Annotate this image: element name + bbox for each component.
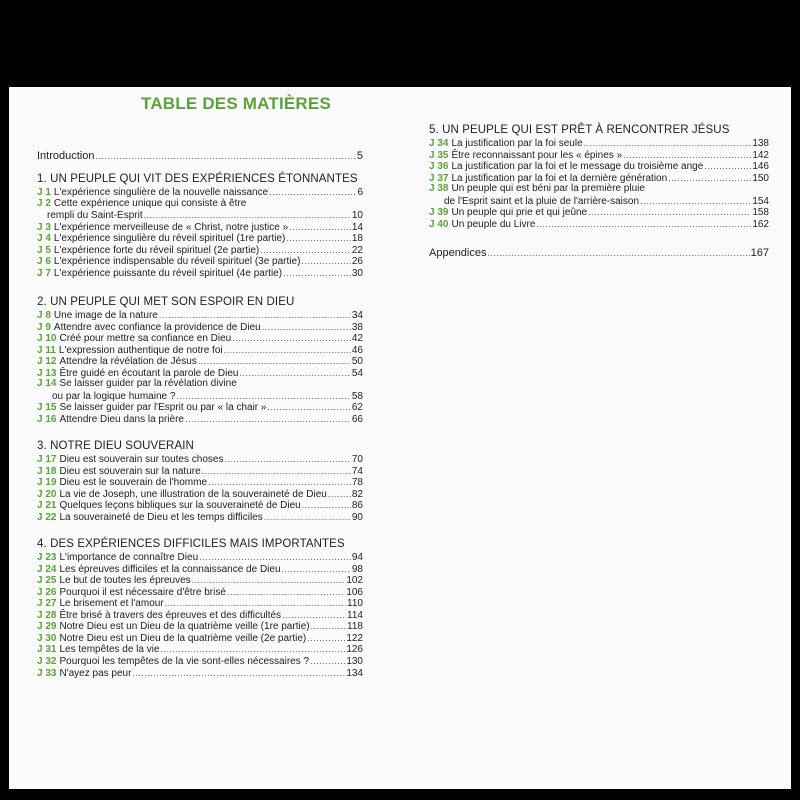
toc-entry xyxy=(37,221,363,233)
dot-leader xyxy=(165,597,346,609)
dot-leader xyxy=(640,195,751,207)
entry-code: J 13 xyxy=(37,367,57,379)
page-number: 70 xyxy=(351,454,363,465)
page-number: 34 xyxy=(351,310,363,321)
dot-leader xyxy=(584,137,752,149)
toc-entry xyxy=(429,206,769,218)
dot-leader xyxy=(185,413,351,425)
page-number: 22 xyxy=(351,244,363,256)
toc-entry xyxy=(37,355,363,367)
page-number: 46 xyxy=(351,344,363,356)
entry-title: La justification par la foi et le message du troisième ange xyxy=(451,161,704,173)
page-title: TABLE DES MATIÈRES xyxy=(141,94,331,113)
entry-title: N'ayez pas peur xyxy=(59,667,132,679)
page-number: 6 xyxy=(357,187,363,198)
entry-title: Pourquoi il est nécessaire d'être brisé xyxy=(59,586,226,598)
entry-code: J 39 xyxy=(429,207,449,219)
dot-leader xyxy=(239,367,350,379)
toc-entry xyxy=(37,476,363,488)
page-number: 5 xyxy=(356,150,363,162)
entry-code: J 14 xyxy=(37,378,57,390)
entry-title: Pourquoi les tempêtes de la vie sont-elles nécessaires ? xyxy=(59,655,310,667)
toc-entry xyxy=(37,551,363,563)
entry-title: ou par la logique humaine ? xyxy=(52,390,176,402)
dot-leader xyxy=(282,563,351,575)
dot-leader xyxy=(302,499,351,511)
entry-code: J 6 xyxy=(37,256,51,268)
page-number: 158 xyxy=(752,207,769,219)
entry-code: J 5 xyxy=(37,244,51,256)
dot-leader xyxy=(132,667,345,679)
page-number: 82 xyxy=(351,488,363,500)
dot-leader xyxy=(704,160,751,172)
entry-code: J 12 xyxy=(37,356,57,368)
dot-leader xyxy=(95,150,355,163)
entry-title: La justification par la foi et la dernière génération xyxy=(451,172,668,184)
toc-entry xyxy=(37,309,363,321)
dot-leader xyxy=(198,355,351,367)
entry-title: L'importance de connaître Dieu xyxy=(59,552,199,563)
entry-code: J 4 xyxy=(37,233,51,245)
page-number: 38 xyxy=(351,321,363,333)
entry-code: J 2 xyxy=(37,197,51,209)
page-number: 18 xyxy=(351,233,363,245)
toc-entry xyxy=(37,378,363,390)
entry-title: Un peuple du Livre xyxy=(451,218,536,230)
page-number: 26 xyxy=(351,256,363,268)
toc-entry xyxy=(429,149,769,161)
toc-entry xyxy=(37,198,363,210)
page-number: 114 xyxy=(347,609,363,621)
toc-intro xyxy=(37,150,363,163)
entry-code: J 7 xyxy=(37,267,51,279)
entry-code: J 33 xyxy=(37,667,57,679)
toc-entry xyxy=(37,267,363,279)
page-number: 58 xyxy=(351,390,363,402)
dot-leader xyxy=(289,221,351,233)
dot-leader xyxy=(159,309,351,321)
entry-code: J 40 xyxy=(429,218,449,230)
page-number: 167 xyxy=(750,247,769,259)
entry-title: L'expression authentique de notre foi xyxy=(58,344,223,356)
entry-title: Créé pour mettre sa confiance en Dieu xyxy=(59,333,232,345)
entry-code: J 1 xyxy=(37,187,51,198)
page-number: 66 xyxy=(351,413,363,425)
dot-leader xyxy=(301,255,350,267)
section-heading: 4. DES EXPÉRIENCES DIFFICILES MAIS IMPORTANTES xyxy=(37,538,345,550)
toc-entry xyxy=(37,574,363,586)
dot-leader xyxy=(283,267,351,279)
entry-code: J 29 xyxy=(37,621,57,633)
dot-leader xyxy=(282,609,346,621)
toc-entry xyxy=(37,390,363,402)
entry-code: J 9 xyxy=(37,321,51,333)
section-heading: 5. UN PEUPLE QUI EST PRÊT À RENCONTRER JÉSUS xyxy=(429,124,730,136)
entry-code: J 19 xyxy=(37,477,57,489)
entry-code: J 30 xyxy=(37,632,57,644)
page-number: 42 xyxy=(351,333,363,345)
toc-entry xyxy=(37,401,363,413)
page-number: 146 xyxy=(752,161,769,173)
entry-title: L'expérience singulière du réveil spirituel (1re partie) xyxy=(53,233,286,245)
dot-leader xyxy=(192,574,346,586)
page-number: 118 xyxy=(347,621,363,633)
toc-entry xyxy=(37,244,363,256)
entry-title: de l'Esprit saint et la pluie de l'arrière-saison xyxy=(444,195,640,207)
entry-title: Se laisser guider par l'Esprit ou par « la chair » xyxy=(59,402,267,414)
entry-title: Quelques leçons bibliques sur la souveraineté de Dieu xyxy=(59,500,301,512)
page-number: 102 xyxy=(346,575,363,587)
toc-entry xyxy=(37,597,363,609)
entry-title: Appendices xyxy=(429,247,487,259)
entry-code: J 22 xyxy=(37,511,57,523)
entry-title: L'expérience puissante du réveil spirituel (4e partie) xyxy=(53,267,283,279)
dot-leader xyxy=(328,488,351,500)
entry-code: J 18 xyxy=(37,465,57,477)
page-number: 86 xyxy=(351,500,363,512)
toc-entry xyxy=(37,620,363,632)
page-number: 154 xyxy=(752,195,769,207)
dot-leader xyxy=(224,344,351,356)
entry-code: J 31 xyxy=(37,644,57,656)
dot-leader xyxy=(199,551,351,563)
toc-entry xyxy=(37,453,363,465)
page-number: 74 xyxy=(351,465,363,477)
page-number: 54 xyxy=(351,367,363,379)
page-number: 62 xyxy=(351,402,363,414)
dot-leader xyxy=(264,511,351,523)
dot-leader xyxy=(536,218,751,230)
toc-entry xyxy=(37,586,363,598)
entry-code: J 28 xyxy=(37,609,57,621)
dot-leader xyxy=(286,232,350,244)
entry-title: Une image de la nature xyxy=(53,310,158,321)
entry-title: rempli du Saint-Esprit xyxy=(47,210,143,222)
entry-title: L'expérience indispensable du réveil spirituel (3e partie) xyxy=(53,256,301,268)
entry-code: J 27 xyxy=(37,598,57,610)
entry-title: Les épreuves difficiles et la connaissance de Dieu xyxy=(59,563,281,575)
entry-code: J 36 xyxy=(429,161,449,173)
toc-entry xyxy=(37,511,363,523)
dot-leader xyxy=(488,247,750,260)
dot-leader xyxy=(668,172,751,184)
toc-entry xyxy=(37,344,363,356)
toc-entry xyxy=(429,172,769,184)
toc-entry xyxy=(37,186,363,198)
entry-code: J 16 xyxy=(37,413,57,425)
page-number: 94 xyxy=(351,552,363,563)
toc-entry xyxy=(37,563,363,575)
entry-title: Attendre la révélation de Jésus xyxy=(59,356,197,368)
toc-entry xyxy=(37,332,363,344)
table-of-contents-page xyxy=(9,87,791,789)
toc-entry xyxy=(429,218,769,230)
entry-title: L'expérience singulière de la nouvelle naissance xyxy=(53,187,269,198)
toc-entry xyxy=(429,195,769,207)
page-number: 14 xyxy=(351,221,363,233)
page-number: 78 xyxy=(351,477,363,489)
entry-title: Attendre avec confiance la providence de Dieu xyxy=(53,321,261,333)
entry-code: J 25 xyxy=(37,575,57,587)
toc-entry xyxy=(37,655,363,667)
entry-code: J 24 xyxy=(37,563,57,575)
entry-title: Se laisser guider par la révélation divine xyxy=(59,378,237,390)
entry-title: Dieu est souverain sur toutes choses xyxy=(59,454,224,465)
entry-title: Notre Dieu est un Dieu de la quatrième veille (1re partie) xyxy=(59,621,310,633)
entry-title: La justification par la foi seule xyxy=(451,138,583,149)
page-number: 134 xyxy=(346,667,363,679)
dot-leader xyxy=(144,209,351,221)
toc-entry xyxy=(37,367,363,379)
dot-leader xyxy=(267,401,350,413)
toc-entry xyxy=(37,643,363,655)
toc-appendices xyxy=(429,247,769,260)
entry-code: J 38 xyxy=(429,183,449,195)
dot-leader xyxy=(227,586,345,598)
entry-code: J 15 xyxy=(37,402,57,414)
page-number: 10 xyxy=(351,210,363,222)
page-number: 98 xyxy=(351,563,363,575)
dot-leader xyxy=(208,476,351,488)
dot-leader xyxy=(269,186,356,198)
page-number: 130 xyxy=(346,655,363,667)
page-number: 110 xyxy=(347,598,363,610)
dot-leader xyxy=(307,632,345,644)
entry-title: Dieu est souverain sur la nature xyxy=(59,465,201,477)
entry-code: J 20 xyxy=(37,488,57,500)
section-heading: 2. UN PEUPLE QUI MET SON ESPOIR EN DIEU xyxy=(37,296,295,308)
entry-title: L'expérience forte du réveil spirituel (2e partie) xyxy=(53,244,260,256)
entry-title: Notre Dieu est un Dieu de la quatrième veille (2e partie) xyxy=(59,632,307,644)
page-number: 50 xyxy=(351,356,363,368)
page-number: 90 xyxy=(351,511,363,523)
entry-code: J 21 xyxy=(37,500,57,512)
entry-title: L'expérience merveilleuse de « Christ, notre justice » xyxy=(53,221,289,233)
toc-entry xyxy=(37,609,363,621)
toc-entry xyxy=(37,321,363,333)
toc-entry xyxy=(429,183,769,195)
toc-entry xyxy=(37,488,363,500)
toc-entry xyxy=(429,160,769,172)
dot-leader xyxy=(588,206,751,218)
page-number: 162 xyxy=(752,218,769,230)
entry-code: J 17 xyxy=(37,454,57,465)
toc-entry xyxy=(37,209,363,221)
entry-code: J 8 xyxy=(37,310,51,321)
entry-title: La souveraineté de Dieu et les temps difficiles xyxy=(59,511,263,523)
page-number: 150 xyxy=(752,172,769,184)
entry-title: Être reconnaissant pour les « épines » xyxy=(451,149,623,161)
dot-leader xyxy=(623,149,751,161)
entry-title: La vie de Joseph, une illustration de la souveraineté de Dieu xyxy=(59,488,327,500)
toc-entry xyxy=(37,255,363,267)
dot-leader xyxy=(262,321,351,333)
toc-entry xyxy=(37,232,363,244)
section-heading: 3. NOTRE DIEU SOUVERAIN xyxy=(37,440,194,452)
entry-title: Un peuple qui prie et qui jeûne xyxy=(451,207,588,219)
entry-title: Un peuple qui est béni par la première pluie xyxy=(451,183,645,195)
section-heading: 1. UN PEUPLE QUI VIT DES EXPÉRIENCES ÉTONNANTES xyxy=(37,173,358,185)
entry-code: J 35 xyxy=(429,149,449,161)
page-number: 106 xyxy=(346,586,363,598)
toc-entry xyxy=(429,137,769,149)
entry-title: Dieu est le souverain de l'homme xyxy=(59,477,208,489)
entry-code: J 26 xyxy=(37,586,57,598)
dot-leader xyxy=(310,655,345,667)
dot-leader xyxy=(232,332,351,344)
entry-title: Être brisé à travers des épreuves et des difficultés xyxy=(59,609,282,621)
dot-leader xyxy=(311,620,346,632)
entry-code: J 32 xyxy=(37,655,57,667)
dot-leader xyxy=(260,244,351,256)
entry-title: Attendre Dieu dans la prière xyxy=(59,413,184,425)
entry-code: J 34 xyxy=(429,138,449,149)
entry-code: J 37 xyxy=(429,172,449,184)
entry-code: J 10 xyxy=(37,333,57,345)
dot-leader xyxy=(176,390,350,402)
page-number: 126 xyxy=(346,644,363,656)
dot-leader xyxy=(161,643,346,655)
toc-entry xyxy=(37,499,363,511)
entry-code: J 23 xyxy=(37,552,57,563)
entry-title: Le but de toutes les épreuves xyxy=(59,575,191,587)
toc-entry xyxy=(37,413,363,425)
entry-title: Le brisement et l'amour xyxy=(59,598,164,610)
page-number: 138 xyxy=(752,138,769,149)
page-number: 122 xyxy=(346,632,363,644)
toc-entry xyxy=(37,465,363,477)
entry-title: Être guidé en écoutant la parole de Dieu xyxy=(59,367,239,379)
entry-title: Introduction xyxy=(37,150,95,162)
page-number: 30 xyxy=(351,267,363,279)
toc-entry xyxy=(37,667,363,679)
entry-code: J 3 xyxy=(37,221,51,233)
entry-title: Les tempêtes de la vie xyxy=(59,644,160,656)
page-number: 142 xyxy=(752,149,769,161)
entry-title: Cette expérience unique qui consiste à être xyxy=(53,197,247,209)
dot-leader xyxy=(202,465,351,477)
entry-code: J 11 xyxy=(37,344,56,356)
toc-entry xyxy=(37,632,363,644)
dot-leader xyxy=(224,453,350,465)
